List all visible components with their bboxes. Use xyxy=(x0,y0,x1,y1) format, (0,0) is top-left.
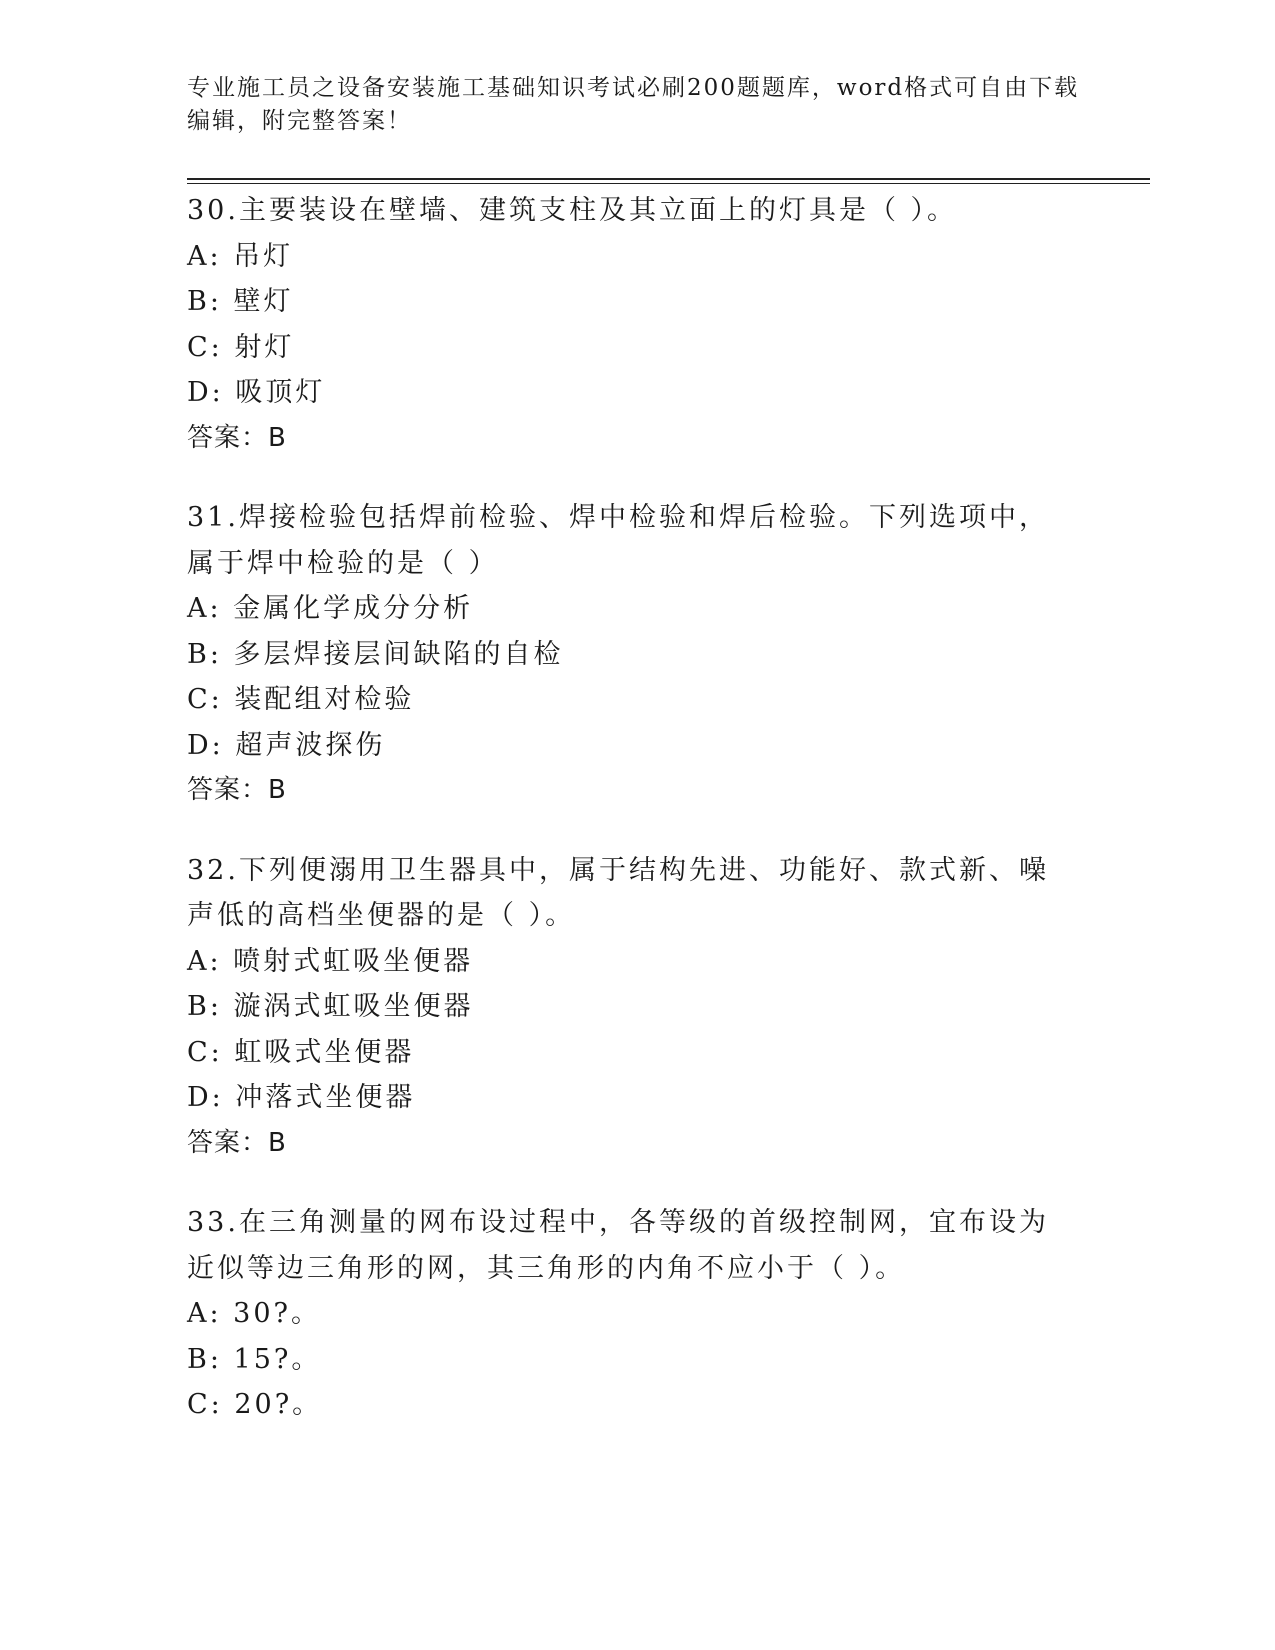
option-a: A: 吊灯 xyxy=(187,240,294,272)
option-b: B: 壁灯 xyxy=(187,286,294,317)
question-stem: 32.下列便溺用卫生器具中，属于结构先进、功能好、款式新、噪声低的高档坐便器的是（ ）。 xyxy=(187,854,1049,931)
option-b: B: 15?。 xyxy=(187,1343,322,1375)
option-c: C: 射灯 xyxy=(187,331,295,363)
option-a: A: 30?。 xyxy=(187,1298,322,1329)
header-divider xyxy=(187,178,1150,180)
header-divider-thin xyxy=(187,183,1150,184)
option-a: A: 金属化学成分分析 xyxy=(187,593,474,624)
option-c: C: 虹吸式坐便器 xyxy=(187,1036,415,1068)
document-header xyxy=(187,72,1087,138)
answer-label: 答案：B xyxy=(187,422,287,453)
question-32 xyxy=(187,848,1087,1167)
question-30 xyxy=(187,188,1087,461)
option-b: B: 多层焊接层间缺陷的自检 xyxy=(187,638,564,670)
header-line-1: 专业施工员之设备安装施工基础知识考试必刷200题题库，word格式可自由下载 xyxy=(187,75,1080,101)
option-d: D: 冲落式坐便器 xyxy=(187,1082,416,1113)
question-stem: 30.主要装设在壁墙、建筑支柱及其立面上的灯具是（ ）。 xyxy=(187,195,958,226)
header-line-2: 编辑，附完整答案！ xyxy=(187,108,412,134)
option-d: D: 超声波探伤 xyxy=(187,729,386,761)
question-31 xyxy=(187,495,1087,814)
question-stem: 33.在三角测量的网布设过程中，各等级的首级控制网，宜布设为近似等边三角形的网，其三角形的内角不应小于（ ）。 xyxy=(187,1207,1049,1284)
answer-label: 答案：B xyxy=(187,1127,287,1158)
question-33 xyxy=(187,1200,1087,1428)
option-c: C: 20?。 xyxy=(187,1389,323,1420)
answer-label: 答案：B xyxy=(187,775,287,805)
option-a: A: 喷射式虹吸坐便器 xyxy=(187,945,474,977)
option-c: C: 装配组对检验 xyxy=(187,684,415,715)
question-stem: 31.焊接检验包括焊前检验、焊中检验和焊后检验。下列选项中，属于焊中检验的是（ ） xyxy=(187,502,1049,579)
option-d: D: 吸顶灯 xyxy=(187,377,326,408)
question-list xyxy=(187,188,1087,1462)
option-b: B: 漩涡式虹吸坐便器 xyxy=(187,991,474,1022)
